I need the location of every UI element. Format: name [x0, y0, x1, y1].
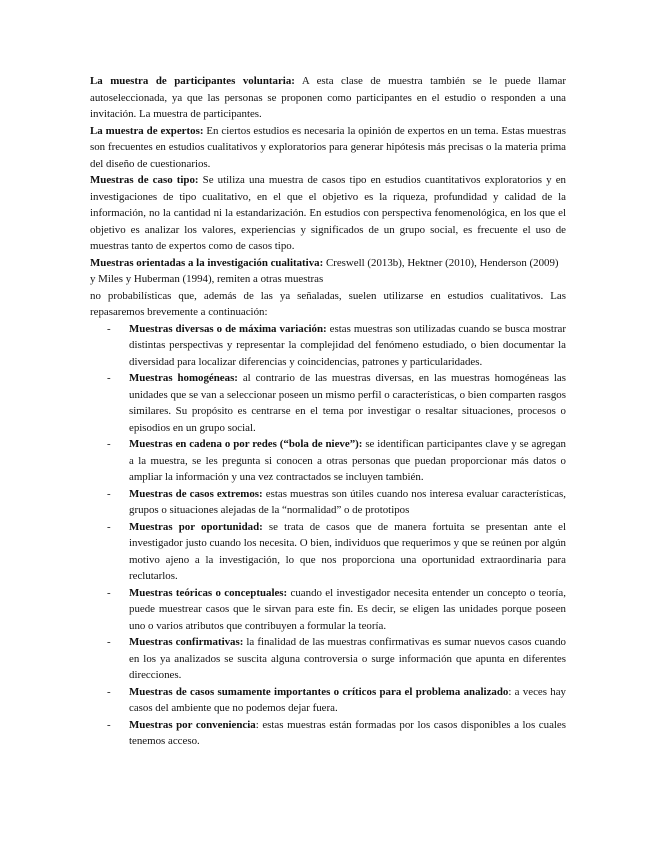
- list-item: [90, 321, 566, 371]
- item-text: estas muestras son útiles cuando nos interesa evaluar características, grupos o situaciones alejadas de la “normalidad” o de prototipos: [129, 487, 566, 516]
- paragraph-heading: Muestras orientadas a la investigación cualitativa:: [90, 256, 324, 269]
- sample-types-list: [90, 321, 566, 750]
- list-item: [90, 436, 566, 486]
- list-item: [90, 585, 566, 635]
- item-text: se trata de casos que de manera fortuita se presentan ante el investigador justo cuando los necesita. O bien, individuos que requerimos y que se reúnen por algún motivo ajeno a la investigación, lo que nos proporciona una oportunidad extraordinaria para reclutarlos.: [129, 520, 566, 582]
- paragraph-cualitativa: [90, 255, 566, 288]
- list-item: [90, 370, 566, 436]
- item-heading: Muestras confirmativas:: [129, 636, 244, 648]
- item-text: cuando el investigador necesita entender un concepto o teoría, puede muestrear casos que le sirvan para este fin. Es decir, se eligen las unidades porque poseen uno o varios atributos que contribuyen a formular la teoría.: [129, 586, 566, 632]
- paragraph-text: Se utiliza una muestra de casos tipo en estudios cuantitativos exploratorios y en investigaciones de tipo cualitativo, en el que el objetivo es la riqueza, profundidad y calidad de la información, no la cantidad ni la estandarización. En estudios con perspectiva fenomenológica, en los que el objetivo es analizar los valores, experiencias y significados de un grupo social, es frecuente el uso de muestras tanto de expertos como de casos tipo.: [90, 174, 567, 252]
- list-item: [90, 684, 566, 717]
- item-text: la finalidad de las muestras confirmativas es sumar nuevos casos cuando en los ya analizados se suscita alguna controversia o surge información que apunta en diferentes direcciones.: [129, 636, 567, 681]
- item-text: estas muestras son utilizadas cuando se busca mostrar distintas perspectivas y representar la complejidad del fenómeno estudiado, o bien documentar la diversidad para localizar diferencias y coincidencias, patrones y particularidades.: [129, 322, 566, 368]
- paragraph-caso-tipo: [90, 172, 566, 255]
- document-page: [90, 73, 566, 750]
- paragraph-heading: Muestras de caso tipo:: [90, 174, 199, 186]
- item-text: se identifican participantes clave y se agregan a la muestra, se les pregunta si conocen a otras personas que puedan proporcionar más datos o ampliar la información y una vez contractados se incluyen también.: [129, 438, 566, 483]
- item-text: al contrario de las muestras diversas, en las muestras homogéneas las unidades que se van a seleccionar poseen un mismo perfil o características, o bien comparten rasgos similares. Su propósito es centrarse en el tema por investigar o resaltar situaciones, procesos o episodios en un grupo social.: [129, 372, 566, 434]
- item-heading: Muestras de casos sumamente importantes o críticos para el problema analizado: [129, 685, 509, 698]
- bullet-dash: -: [107, 636, 111, 648]
- paragraph-voluntaria: [90, 73, 566, 123]
- bullet-dash: -: [107, 718, 111, 731]
- paragraph-continuation: no probabilísticas que, además de las ya señaladas, suelen utilizarse en estudios cualitativos. Las repasaremos brevemente a continuación:: [90, 289, 566, 318]
- item-heading: Muestras diversas o de máxima variación:: [129, 322, 327, 335]
- item-text: : estas muestras están formadas por los casos disponibles a los cuales tenemos acceso.: [129, 718, 566, 747]
- item-heading: Muestras por conveniencia: [129, 718, 256, 731]
- paragraph-heading: La muestra de expertos:: [90, 124, 204, 137]
- bullet-dash: -: [107, 487, 111, 500]
- item-heading: Muestras por oportunidad:: [129, 520, 263, 533]
- list-item: [90, 717, 566, 750]
- bullet-dash: -: [107, 372, 111, 384]
- paragraph-text: A esta clase de muestra también se le puede llamar autoseleccionada, ya que las personas se proponen como participantes en el estudio o responden a una invitación. La muestra de participantes.: [90, 75, 566, 120]
- list-item: [90, 486, 566, 519]
- paragraph-heading: La muestra de participantes voluntaria:: [90, 75, 295, 87]
- item-heading: Muestras en cadena o por redes (“bola de nieve”):: [129, 438, 363, 450]
- item-heading: Muestras teóricas o conceptuales:: [129, 586, 288, 599]
- paragraph-expertos: [90, 123, 566, 173]
- bullet-dash: -: [107, 520, 111, 533]
- paragraph-text: Creswell (2013b), Hektner (2010), Henderson (2009) y Miles y Huberman (1994), remiten a otras muestras: [90, 256, 559, 285]
- list-item: [90, 519, 566, 585]
- item-text: : a veces hay casos del ambiente que no podemos dejar fuera.: [129, 685, 567, 714]
- list-item: [90, 634, 566, 684]
- item-heading: Muestras de casos extremos:: [129, 487, 263, 500]
- item-heading: Muestras homogéneas:: [129, 372, 238, 384]
- bullet-dash: -: [107, 586, 111, 599]
- paragraph-text: En ciertos estudios es necesaria la opinión de expertos en un tema. Estas muestras son frecuentes en estudios cualitativos y exploratorios para generar hipótesis más precisas o la materia prima del diseño de cuestionarios.: [90, 124, 566, 170]
- bullet-dash: -: [107, 438, 111, 450]
- bullet-dash: -: [107, 685, 111, 698]
- bullet-dash: -: [107, 322, 111, 335]
